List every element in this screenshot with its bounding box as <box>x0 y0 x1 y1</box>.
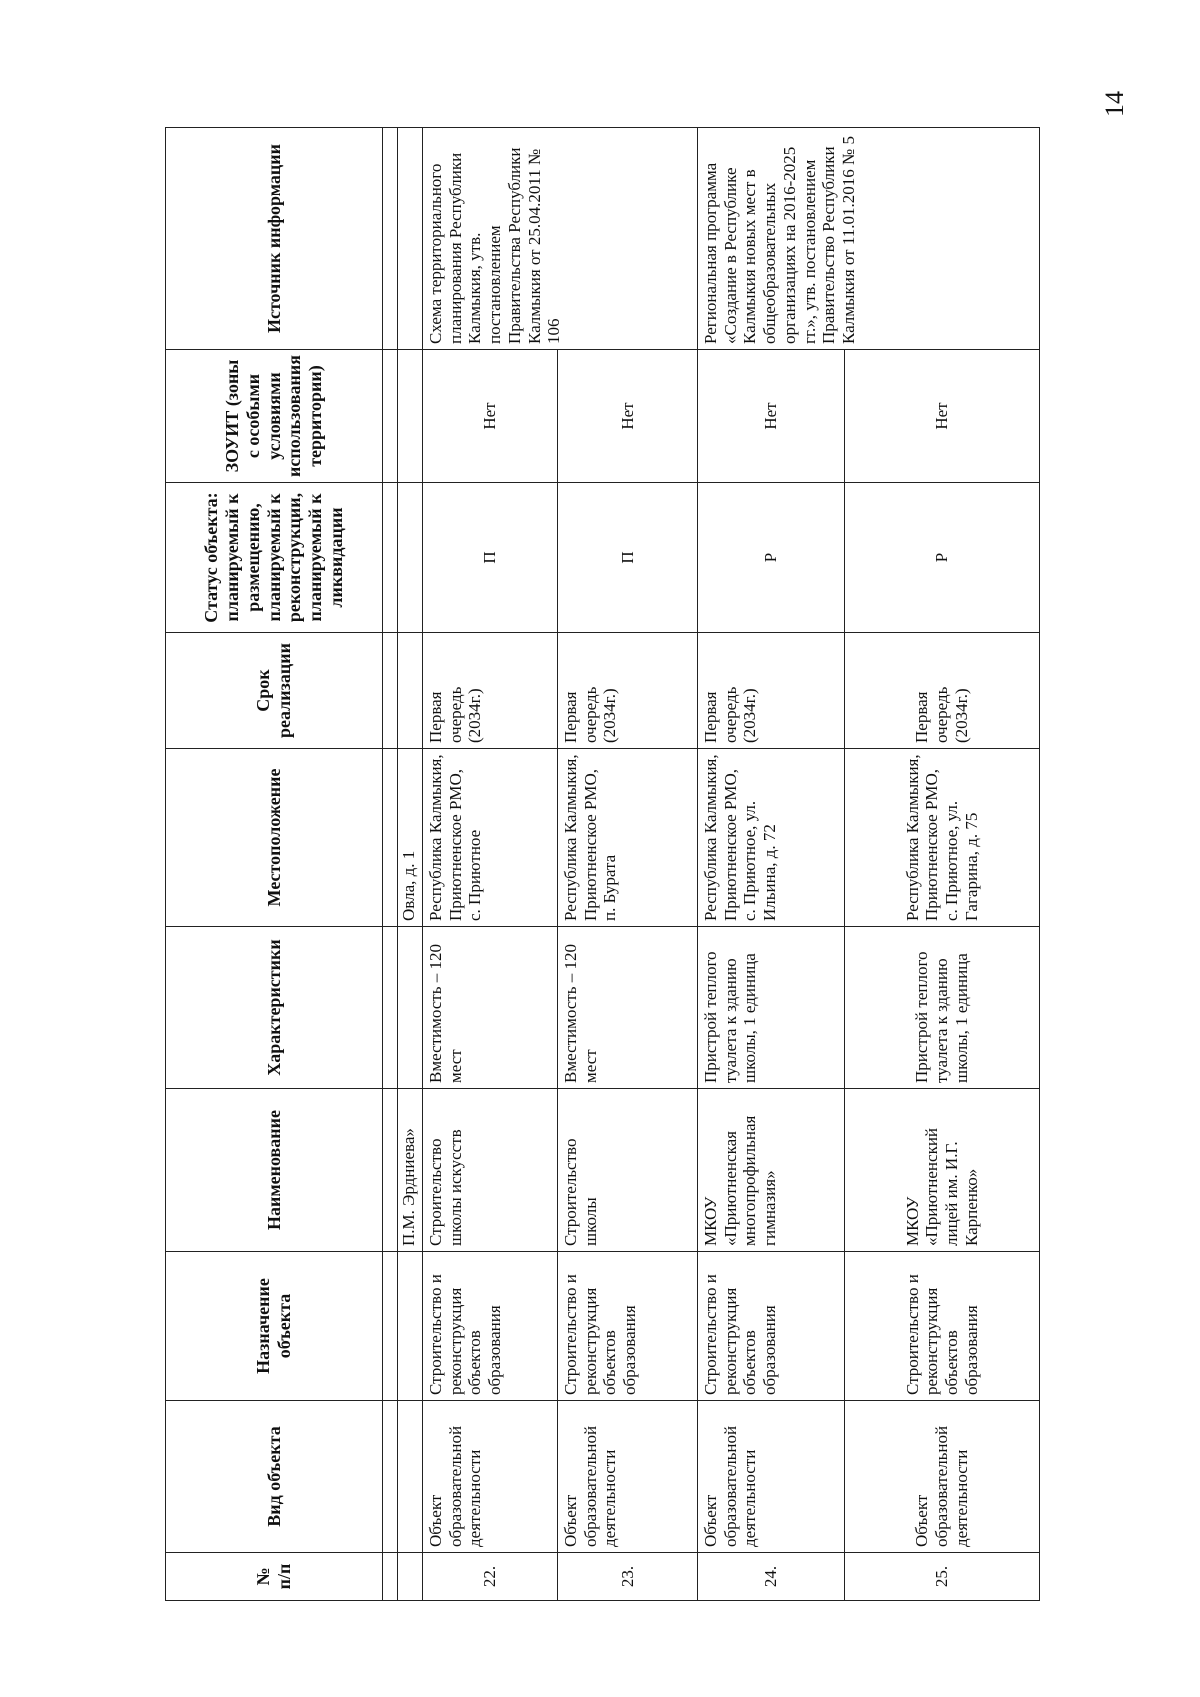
object-type: Объект образовательной деятельности <box>845 1401 1040 1553</box>
continuation-name: П.М. Эрдниева» <box>398 1089 423 1252</box>
header-term: Срок реализации <box>166 633 383 749</box>
object-name: МКОУ «Приютненская многопрофильная гимназия» <box>698 1089 845 1252</box>
object-zouit: Нет <box>558 350 698 483</box>
header-num: № п/п <box>166 1553 383 1601</box>
object-purpose: Строительство и реконструкция объектов образования <box>558 1252 698 1401</box>
header-zouit: ЗОУИТ (зоны с особыми условиями использования территории) <box>166 350 383 483</box>
object-characteristics: Пристрой теплого туалета к зданию школы, 1 единица <box>698 927 845 1089</box>
page-number: 14 <box>1100 91 1129 117</box>
object-zouit: Нет <box>845 350 1040 483</box>
object-type: Объект образовательной деятельности <box>698 1401 845 1553</box>
object-zouit: Нет <box>698 350 845 483</box>
object-term: Первая очередь (2034г.) <box>845 633 1040 749</box>
object-location: Республика Калмыкия, Приютненское РМО, п. Бурата <box>558 749 698 927</box>
continuation-location: Овла, д. 1 <box>398 749 423 927</box>
object-status: П <box>558 483 698 633</box>
object-purpose: Строительство и реконструкция объектов образования <box>845 1252 1040 1401</box>
header-object-type: Вид объекта <box>166 1401 383 1553</box>
object-zouit: Нет <box>423 350 558 483</box>
object-characteristics: Вместимость – 120 мест <box>558 927 698 1089</box>
planned-objects-table <box>165 127 1040 1601</box>
object-purpose: Строительство и реконструкция объектов образования <box>423 1252 558 1401</box>
object-term: Первая очередь (2034г.) <box>423 633 558 749</box>
object-name: МКОУ «Приютненский лицей им. И.Г. Карпенко» <box>845 1089 1040 1252</box>
object-location: Республика Калмыкия, Приютненское РМО, с. Приютное, ул. Ильина, д. 72 <box>698 749 845 927</box>
continuation-row <box>398 128 423 1601</box>
row-num: 23. <box>558 1553 698 1601</box>
object-name: Строительство школы <box>558 1089 698 1252</box>
object-type: Объект образовательной деятельности <box>423 1401 558 1553</box>
object-characteristics: Пристрой теплого туалета к зданию школы, 1 единица <box>845 927 1040 1089</box>
object-characteristics: Вместимость – 120 мест <box>423 927 558 1089</box>
source-info-1: Схема территориального планирования Республики Калмыкия, утв. постановлением Правительства Республики Калмыкия от 25.04.2011 № 106 <box>423 128 698 350</box>
object-status: П <box>423 483 558 633</box>
object-status: Р <box>845 483 1040 633</box>
header-object-purpose: Назначение объекта <box>166 1252 383 1401</box>
object-status: Р <box>698 483 845 633</box>
object-location: Республика Калмыкия, Приютненское РМО, с. Приютное <box>423 749 558 927</box>
row-num: 22. <box>423 1553 558 1601</box>
object-name: Строительство школы искусств <box>423 1089 558 1252</box>
row-num: 25. <box>845 1553 1040 1601</box>
object-type: Объект образовательной деятельности <box>558 1401 698 1553</box>
spacer-row <box>383 128 398 1601</box>
header-characteristics: Характеристики <box>166 927 383 1089</box>
object-purpose: Строительство и реконструкция объектов образования <box>698 1252 845 1401</box>
object-term: Первая очередь (2034г.) <box>698 633 845 749</box>
source-info-2: Региональная программа «Создание в Республике Калмыкия новых мест в общеобразовательных организациях на 2016-2025 гг.», утв. постановлением Правительство Республики Калмыкия от 11.01.2016 № 5 <box>698 128 1040 350</box>
object-term: Первая очередь (2034г.) <box>558 633 698 749</box>
header-source: Источник информации <box>166 128 383 350</box>
object-location: Республика Калмыкия, Приютненское РМО, с. Приютное, ул. Гагарина, д. 75 <box>845 749 1040 927</box>
header-location: Местоположение <box>166 749 383 927</box>
table-header-row <box>166 128 383 1601</box>
table-row <box>423 128 558 1601</box>
row-num: 24. <box>698 1553 845 1601</box>
table-row <box>698 128 845 1601</box>
header-name: Наименование <box>166 1089 383 1252</box>
header-status: Статус объекта: планируемый к размещению, планируемый к реконструкции, планируемый к ликвидации <box>166 483 383 633</box>
